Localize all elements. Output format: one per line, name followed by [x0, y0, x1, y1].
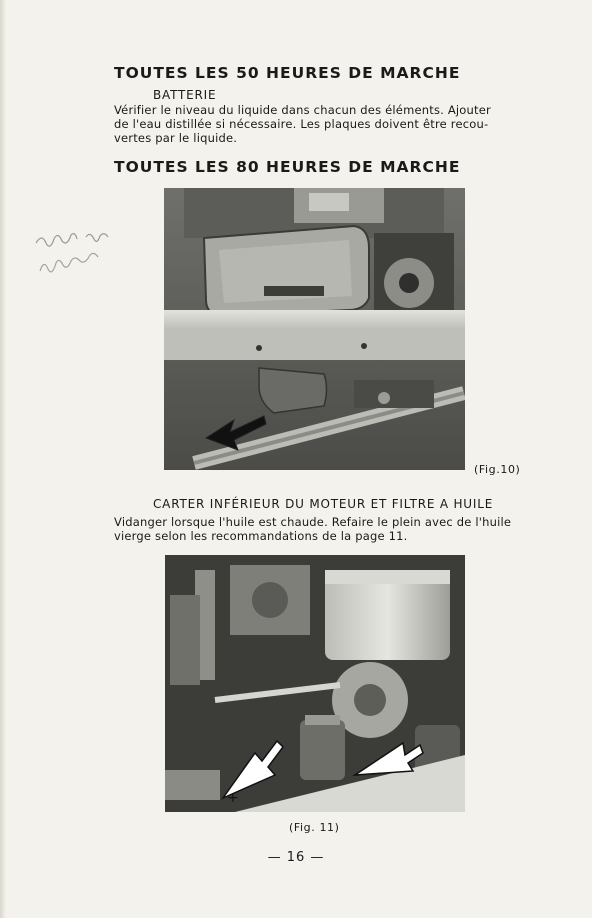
paragraph-line: Vidanger lorsque l'huile est chaude. Refaire le plein avec de l'huile [114, 515, 512, 529]
paragraph-line: Vérifier le niveau du liquide dans chacun des éléments. Ajouter [114, 103, 491, 117]
page-number: — 16 — [267, 850, 325, 865]
paragraph-batterie [114, 103, 524, 145]
paragraph-line: de l'eau distillée si nécessaire. Les plaques doivent être recou- [114, 117, 489, 131]
paragraph-line: vierge selon les recommandations de la page 11. [114, 529, 408, 543]
figure-10-caption: (Fig.10) [474, 463, 521, 476]
heading-80-hours: TOUTES LES 80 HEURES DE MARCHE [114, 158, 461, 176]
figure-10-photo [164, 188, 465, 470]
engine-photo-1 [164, 188, 465, 470]
figure-11-plus-marker: + [227, 790, 239, 806]
paragraph-line: vertes par le liquide. [114, 131, 238, 145]
subheading-carter: CARTER INFÉRIEUR DU MOTEUR ET FILTRE A HUILE [153, 497, 494, 511]
figure-11-caption: (Fig. 11) [289, 821, 340, 834]
pencil-annotation [28, 215, 138, 285]
subheading-batterie: BATTERIE [153, 88, 217, 102]
page-edge-shadow [0, 0, 6, 918]
heading-50-hours: TOUTES LES 50 HEURES DE MARCHE [114, 64, 461, 82]
engine-photo-2 [165, 555, 465, 812]
figure-11-photo [165, 555, 465, 812]
paragraph-carter [114, 515, 524, 543]
